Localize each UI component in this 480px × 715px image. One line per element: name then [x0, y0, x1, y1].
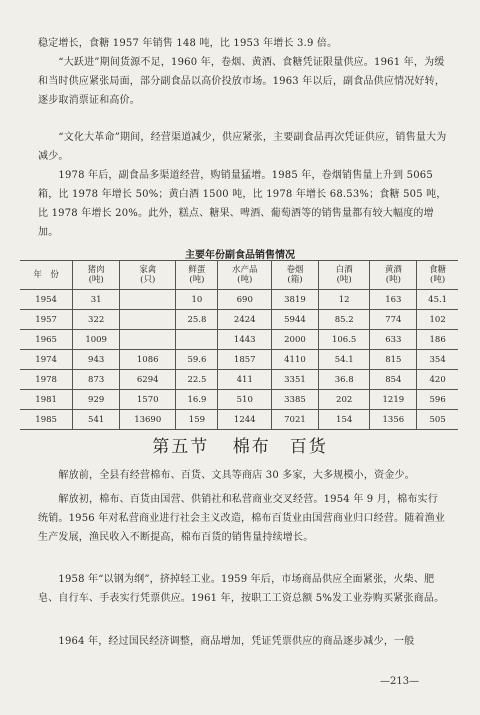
year-cell: 1978 [20, 370, 73, 390]
section-heading [0, 432, 480, 457]
table-row [20, 350, 458, 370]
table-cell: 1443 [218, 330, 272, 350]
table-cell: 1086 [120, 350, 176, 370]
table-header-row [20, 261, 458, 290]
table-cell: 102 [417, 310, 458, 330]
table-cell: 2000 [272, 330, 319, 350]
year-cell: 1981 [20, 390, 73, 410]
table-cell: 873 [73, 370, 120, 390]
table-cell: 541 [73, 410, 120, 430]
table-cell: 4110 [272, 350, 319, 370]
paragraph: “文化大革命”期间，经营渠道减少，供应紧张，主要副食品再次凭证供应，销售量大为减少。 [38, 132, 447, 162]
table-cell: 85.2 [318, 310, 370, 330]
table-cell [120, 330, 176, 350]
table-row [20, 370, 458, 390]
table-cell: 7021 [272, 410, 319, 430]
table-row [20, 410, 458, 430]
table-cell: 25.8 [176, 310, 218, 330]
table-cell: 943 [73, 350, 120, 370]
section-title: 棉布 百货 [232, 437, 328, 457]
year-cell: 1965 [20, 330, 73, 350]
section-number: 第五节 [152, 437, 210, 457]
table-cell: 690 [218, 290, 272, 310]
column-header: 家禽 (只) [120, 261, 176, 290]
table-cell: 163 [370, 290, 417, 310]
table-cell: 596 [417, 390, 458, 410]
table-cell: 16.9 [176, 390, 218, 410]
column-header: 白酒 (吨) [318, 261, 370, 290]
table-cell: 106.5 [318, 330, 370, 350]
table-cell: 13690 [120, 410, 176, 430]
table-cell: 854 [370, 370, 417, 390]
table-cell: 3819 [272, 290, 319, 310]
column-header: 食糖 (吨) [417, 261, 458, 290]
table-cell: 3385 [272, 390, 319, 410]
column-header: 猪肉 (吨) [73, 261, 120, 290]
year-cell: 1985 [20, 410, 73, 430]
table-cell: 774 [370, 310, 417, 330]
table-cell: 1570 [120, 390, 176, 410]
table-cell: 322 [73, 310, 120, 330]
table-cell [176, 330, 218, 350]
table-cell: 54.1 [318, 350, 370, 370]
paragraph: 1964 年，经过国民经济调整，商品增加，凭证凭票供应的商品逐步减少，一般 [38, 636, 415, 647]
table-cell: 5944 [272, 310, 319, 330]
table-cell: 420 [417, 370, 458, 390]
paragraph: “大跃进”期间货源不足，1960 年，卷烟、黄酒、食糖凭证限量供应。1961 年，为缓和当时供应紧张局面，部分副食品以高价投放市场。1963 年以后，副食品供应情况好转，逐步取消票证和高价。 [38, 57, 446, 106]
table-cell: 154 [318, 410, 370, 430]
table-cell: 1857 [218, 350, 272, 370]
year-cell: 1957 [20, 310, 73, 330]
table-cell: 12 [318, 290, 370, 310]
table-cell [120, 310, 176, 330]
column-header: 黄酒 (吨) [370, 261, 417, 290]
page-number: —213— [380, 676, 420, 687]
table-cell: 1219 [370, 390, 417, 410]
column-header: 卷烟 (箱) [272, 261, 319, 290]
table-cell: 354 [417, 350, 458, 370]
table-cell: 1009 [73, 330, 120, 350]
table-title: 主要年份副食品销售情况 [185, 250, 295, 261]
table-cell: 22.5 [176, 370, 218, 390]
table-cell: 510 [218, 390, 272, 410]
table-row [20, 390, 458, 410]
table-cell: 36.8 [318, 370, 370, 390]
table-cell: 59.6 [176, 350, 218, 370]
table-row [20, 290, 458, 310]
table-cell: 45.1 [417, 290, 458, 310]
table-row [20, 330, 458, 350]
table-cell: 815 [370, 350, 417, 370]
table-cell: 1244 [218, 410, 272, 430]
table-cell: 2424 [218, 310, 272, 330]
sales-table [20, 260, 458, 430]
paragraph: 稳定增长，食糖 1957 年销售 148 吨，比 1953 年增长 3.9 倍。 [38, 38, 338, 49]
year-cell: 1974 [20, 350, 73, 370]
table-cell: 1356 [370, 410, 417, 430]
table-cell: 202 [318, 390, 370, 410]
column-header: 水产品 (吨) [218, 261, 272, 290]
paragraph: 1958 年“以钢为纲”，挤掉轻工业。1959 年后，市场商品供应全面紧张，火柴、肥皂、自行车、手表实行凭票供应。1961 年，按职工工资总额 5%发工业券购买紧张商品。 [38, 574, 445, 604]
table-cell: 929 [73, 390, 120, 410]
table-cell: 633 [370, 330, 417, 350]
table-cell: 505 [417, 410, 458, 430]
table-cell: 31 [73, 290, 120, 310]
column-header: 鲜蛋 (吨) [176, 261, 218, 290]
table-cell: 159 [176, 410, 218, 430]
table-cell: 411 [218, 370, 272, 390]
paragraph: 解放初，棉布、百货由国营、供销社和私营商业交叉经营。1954 年 9 月，棉布实行统销。1956 年对私营商业进行社会主义改造，棉布百货业由国营商业归口经营。随着渔业生产发展，渔民收入不断提高，棉布百货的销售量持续增长。 [38, 494, 446, 543]
paragraph: 1978 年后，副食品多渠道经营，购销量猛增。1985 年，卷烟销售量上升到 5065 箱，比 1978 年增长 50%；黄白酒 1500 吨，比 1978 年增长 68.53%；食糖 505 吨，比 1978 年增长 20%。此外，糕点、糖果、啤酒、葡萄酒等的销售量都有较大幅度的增加。 [38, 170, 447, 238]
paragraph: 解放前，全县有经营棉布、百货、文具等商店 30 多家，大多规模小，资金少。 [38, 470, 415, 481]
table-cell: 6294 [120, 370, 176, 390]
table-row [20, 310, 458, 330]
table-cell: 10 [176, 290, 218, 310]
table-cell: 3351 [272, 370, 319, 390]
year-cell: 1954 [20, 290, 73, 310]
table-cell [120, 290, 176, 310]
table-cell: 186 [417, 330, 458, 350]
year-column-header: 年 份 [20, 261, 73, 290]
